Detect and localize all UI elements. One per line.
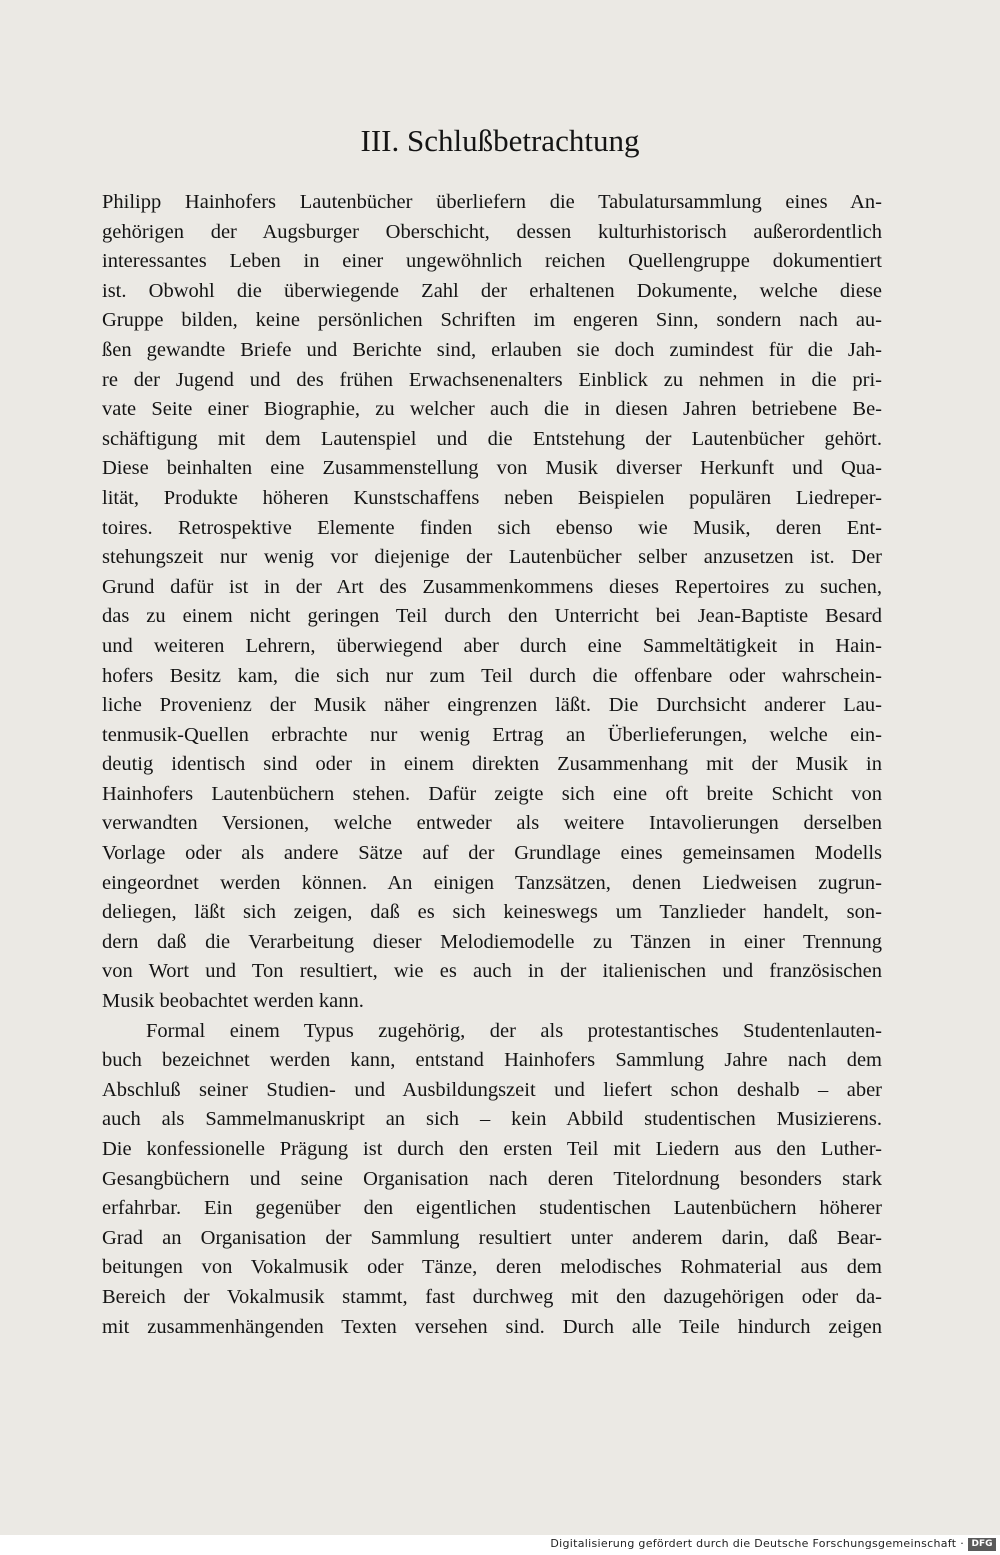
text-line: Abschluß seiner Studien- und Ausbildungszeit und liefert schon deshalb – aber (102, 1078, 882, 1101)
text-line: Hainhofers Lautenbüchern stehen. Dafür zeigte sich eine oft breite Schicht von (102, 782, 882, 805)
text-line: ist. Obwohl die überwiegende Zahl der erhaltenen Dokumente, welche diese (102, 279, 882, 302)
text-line: dern daß die Verarbeitung dieser Melodiemodelle zu Tänzen in einer Trennung (102, 930, 882, 953)
text-line: das zu einem nicht geringen Teil durch den Unterricht bei Jean-Baptiste Besard (102, 605, 882, 628)
text-line: beitungen von Vokalmusik oder Tänze, deren melodisches Rohmaterial aus dem (102, 1256, 882, 1279)
text-line: ßen gewandte Briefe und Berichte sind, erlauben sie doch zumindest für die Jah- (102, 338, 882, 361)
text-line: deliegen, läßt sich zeigen, daß es sich keineswegs um Tanzlieder handelt, son- (102, 901, 882, 924)
text-line: eingeordnet werden können. An einigen Tanzsätzen, denen Liedweisen zugrun- (102, 871, 882, 894)
text-line: Musik beobachtet werden kann. (102, 990, 364, 1013)
text-line: verwandten Versionen, welche entweder als weitere Intavolierungen derselben (102, 812, 882, 835)
text-line: buch bezeichnet werden kann, entstand Hainhofers Sammlung Jahre nach dem (102, 1049, 882, 1072)
text-line: Gesangbüchern und seine Organisation nach deren Titelordnung besonders stark (102, 1167, 882, 1190)
footer-credit: Digitalisierung gefördert durch die Deutsche Forschungsgemeinschaft · (550, 1537, 964, 1550)
text-line: schäftigung mit dem Lautenspiel und die Entstehung der Lautenbücher gehört. (102, 427, 882, 450)
text-line: hofers Besitz kam, die sich nur zum Teil durch die offenbare oder wahrschein- (102, 664, 882, 687)
text-line: stehungszeit nur wenig vor diejenige der Lautenbücher selber anzusetzen ist. Der (102, 546, 882, 569)
text-line: Bereich der Vokalmusik stammt, fast durchweg mit den dazugehörigen oder da- (102, 1285, 882, 1308)
text-line: und weiteren Lehrern, überwiegend aber durch eine Sammeltätigkeit in Hain- (102, 634, 882, 657)
text-line: gehörigen der Augsburger Oberschicht, dessen kulturhistorisch außerordentlich (102, 220, 882, 243)
dfg-logo: DFG (968, 1538, 996, 1551)
text-line: tenmusik-Quellen erbrachte nur wenig Ertrag an Überlieferungen, welche ein- (102, 723, 882, 746)
text-line: von Wort und Ton resultiert, wie es auch in der italienischen und französischen (102, 960, 882, 983)
paragraph-1 (102, 188, 882, 1017)
text-line: Die konfessionelle Prägung ist durch den ersten Teil mit Liedern aus den Luther- (102, 1138, 882, 1160)
text-line: toires. Retrospektive Elemente finden sich ebenso wie Musik, deren Ent- (102, 516, 882, 539)
text-line: vate Seite einer Biographie, zu welcher auch die in diesen Jahren betriebene Be- (102, 398, 882, 421)
text-line: Grund dafür ist in der Art des Zusammenkommens dieses Repertoires zu suchen, (102, 575, 882, 598)
text-line: liche Provenienz der Musik näher eingrenzen läßt. Die Durchsicht anderer Lau- (102, 694, 882, 717)
text-line: Diese beinhalten eine Zusammenstellung von Musik diverser Herkunft und Qua- (102, 457, 882, 480)
footer-bar (0, 1535, 1000, 1555)
paragraph-2 (102, 1017, 882, 1343)
text-line: deutig identisch sind oder in einem direkten Zusammenhang mit der Musik in (102, 753, 882, 776)
text-line: re der Jugend und des frühen Erwachsenenalters Einblick zu nehmen in die pri- (102, 368, 882, 391)
text-line: Grad an Organisation der Sammlung resultiert unter anderem darin, daß Bear- (102, 1226, 882, 1249)
text-line: Formal einem Typus zugehörig, der als protestantisches Studentenlauten- (146, 1019, 882, 1042)
text-line: auch als Sammelmanuskript an sich – kein Abbild studentischen Musizierens. (102, 1108, 882, 1131)
body-text (102, 188, 882, 1342)
text-line: interessantes Leben in einer ungewöhnlich reichen Quellengruppe dokumentiert (102, 250, 882, 273)
text-line: Vorlage oder als andere Sätze auf der Grundlage eines gemeinsamen Modells (102, 842, 882, 865)
text-line: erfahrbar. Ein gegenüber den eigentlichen studentischen Lautenbüchern höherer (102, 1197, 882, 1220)
page-title: III. Schlußbetrachtung (360, 123, 640, 158)
text-line: Gruppe bilden, keine persönlichen Schriften im engeren Sinn, sondern nach au- (102, 309, 882, 332)
text-line: mit zusammenhängenden Texten versehen sind. Durch alle Teile hindurch zeigen (102, 1315, 882, 1338)
text-line: Philipp Hainhofers Lautenbücher überliefern die Tabulatursammlung eines An- (102, 191, 882, 213)
text-line: lität, Produkte höheren Kunstschaffens neben Beispielen populären Liedreper- (102, 486, 882, 509)
